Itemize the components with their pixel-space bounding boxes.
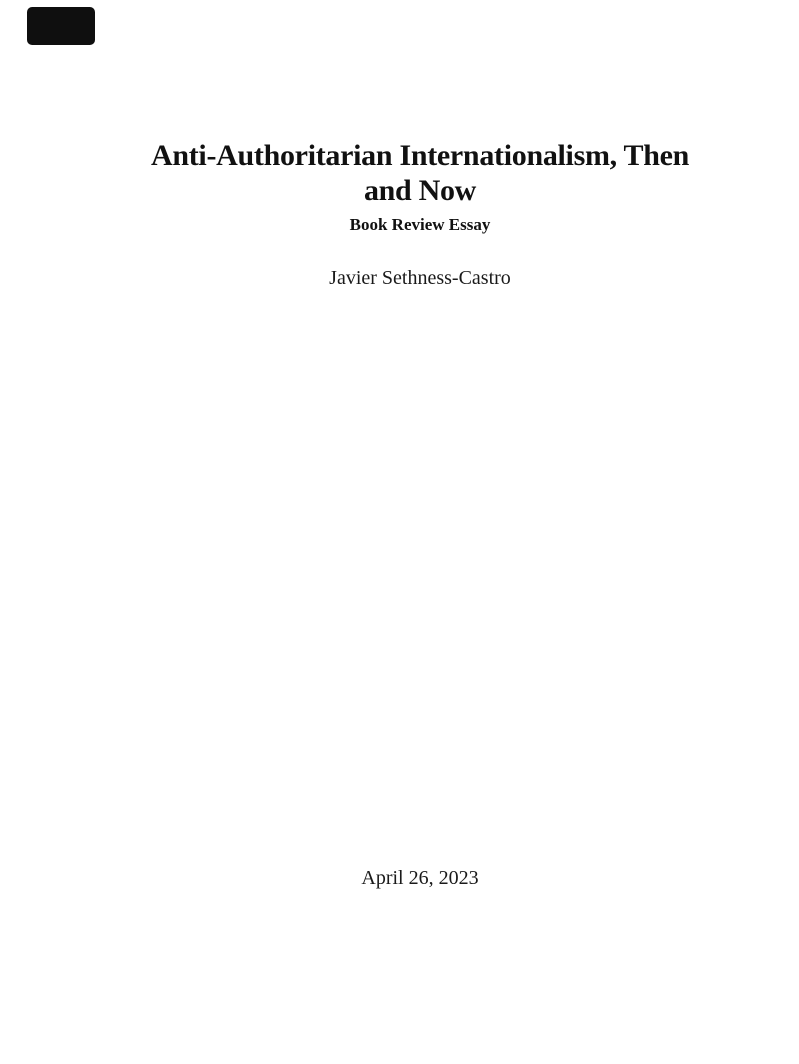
document-title-line1: Anti-Authoritarian Internationalism, Then: [150, 139, 690, 172]
document-author: Javier Sethness-Castro: [329, 267, 511, 289]
document-date: April 26, 2023: [361, 867, 479, 889]
document-title-line2: and Now: [363, 174, 477, 207]
document-title: [41, 138, 799, 208]
title-page-content: [41, 0, 799, 1064]
document-subtitle: Book Review Essay: [349, 215, 491, 234]
